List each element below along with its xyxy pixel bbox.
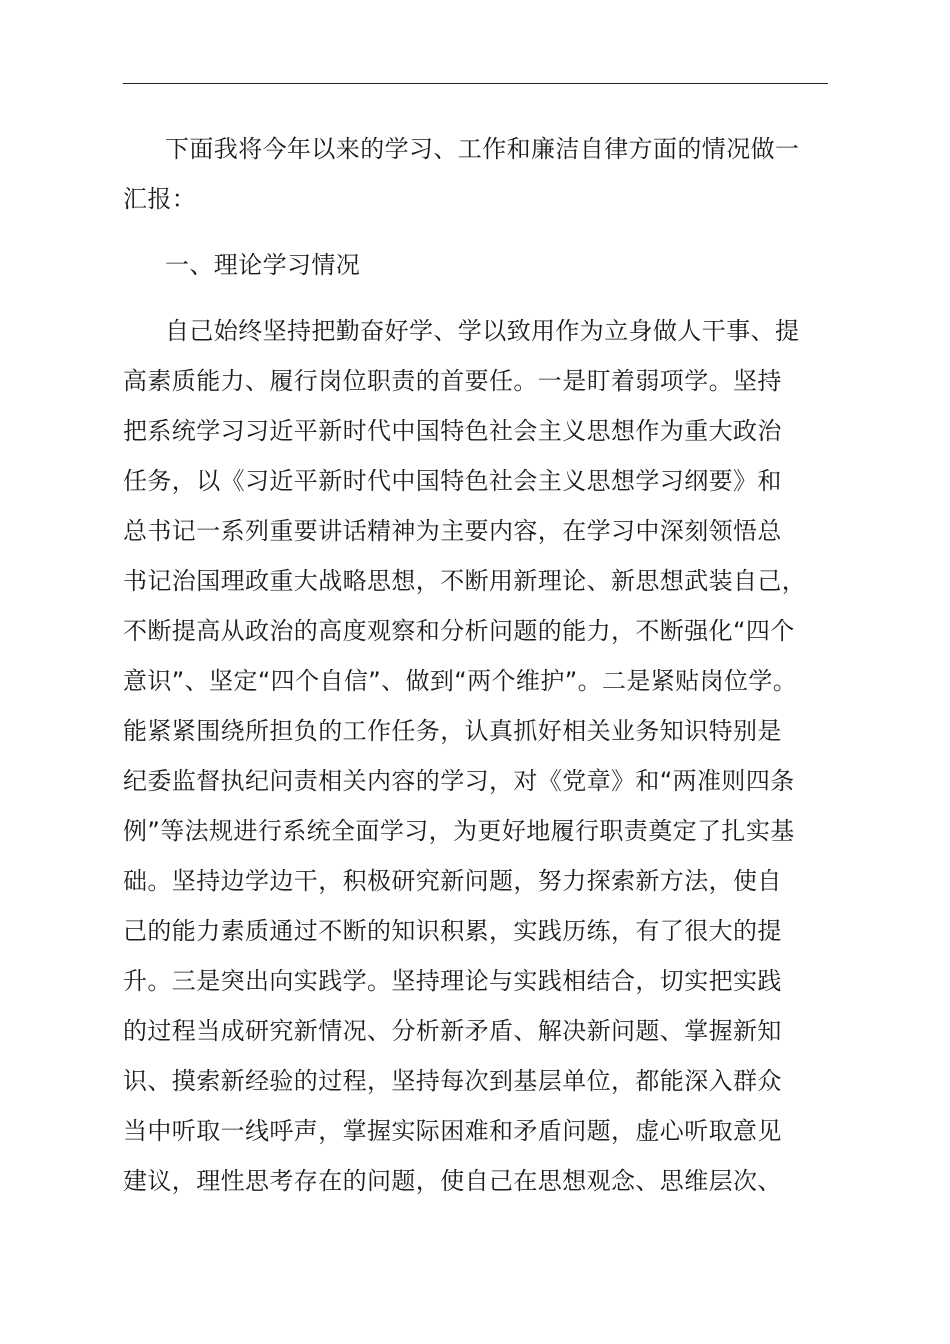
text-line: 任务，以《习近平新时代中国特色社会主义思想学习纲要》和 xyxy=(123,467,782,495)
text-line: 不断提高从政治的高度观察和分析问题的能力，不断强化“四个 xyxy=(123,617,795,645)
text-line: 汇报： xyxy=(123,185,197,213)
text-line: 意识”、坚定“四个自信”、做到“两个维护”。二是紧贴岗位学。 xyxy=(123,667,798,695)
header-rule xyxy=(123,83,828,84)
text-line: 能紧紧围绕所担负的工作任务，认真抓好相关业务知识特别是 xyxy=(123,717,782,745)
text-line: 纪委监督执纪问责相关内容的学习，对《党章》和“两准则四条 xyxy=(123,767,795,795)
text-line: 的过程当成研究新情况、分析新矛盾、解决新问题、掌握新知 xyxy=(123,1017,782,1045)
text-line: 例”等法规进行系统全面学习，为更好地履行职责奠定了扎实基 xyxy=(123,817,795,845)
text-line: 高素质能力、履行岗位职责的首要任。一是盯着弱项学。坚持 xyxy=(123,367,782,395)
section-heading xyxy=(123,240,829,290)
text-line: 升。三是突出向实践学。坚持理论与实践相结合，切实把实践 xyxy=(123,967,782,995)
body-paragraph xyxy=(123,306,829,1206)
section-heading-text: 一、理论学习情况 xyxy=(165,251,361,279)
text-line: 自己始终坚持把勤奋好学、学以致用作为立身做人干事、提 xyxy=(165,317,800,345)
text-line: 把系统学习习近平新时代中国特色社会主义思想作为重大政治 xyxy=(123,417,782,445)
text-line: 建议，理性思考存在的问题，使自己在思想观念、思维层次、 xyxy=(123,1167,782,1195)
text-line: 总书记一系列重要讲话精神为主要内容，在学习中深刻领悟总 xyxy=(123,517,782,545)
text-line: 当中听取一线呼声，掌握实际困难和矛盾问题，虚心听取意见 xyxy=(123,1117,782,1145)
text-line: 书记治国理政重大战略思想，不断用新理论、新思想武装自己， xyxy=(123,567,807,595)
text-line: 己的能力素质通过不断的知识积累，实践历练，有了很大的提 xyxy=(123,917,782,945)
text-line: 下面我将今年以来的学习、工作和廉洁自律方面的情况做一 xyxy=(165,135,800,163)
intro-paragraph xyxy=(123,124,829,224)
text-line: 础。坚持边学边干，积极研究新问题，努力探索新方法，使自 xyxy=(123,867,782,895)
text-line: 识、摸索新经验的过程，坚持每次到基层单位，都能深入群众 xyxy=(123,1067,782,1095)
